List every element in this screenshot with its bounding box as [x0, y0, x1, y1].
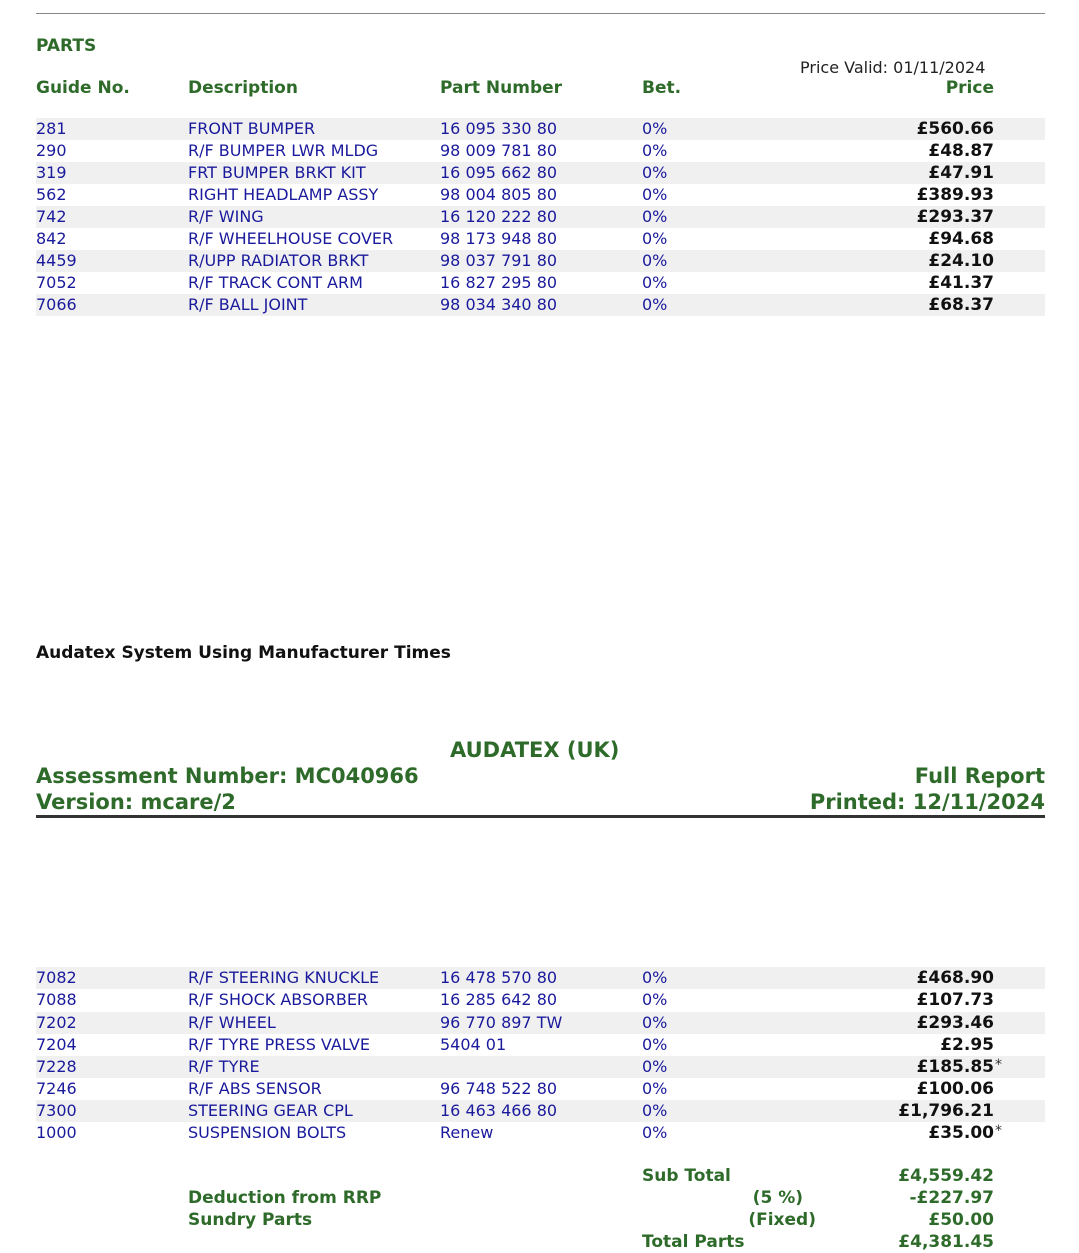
price-asterisk: *: [995, 1123, 1002, 1139]
footer-note: Audatex System Using Manufacturer Times: [36, 643, 451, 663]
part-description: R/F TYRE PRESS VALVE: [188, 1035, 371, 1054]
company-name: AUDATEX (UK): [450, 738, 620, 762]
betterment: 0%: [642, 968, 668, 987]
part-price: £68.37: [928, 295, 994, 315]
part-description: R/F WING: [188, 207, 264, 226]
betterment: 0%: [642, 273, 668, 292]
part-price: £100.06: [916, 1079, 994, 1099]
part-description: R/F SHOCK ABSORBER: [188, 990, 369, 1009]
part-number: 16 478 570 80: [440, 968, 558, 987]
column-header-bet: Bet.: [642, 78, 682, 98]
betterment: 0%: [642, 1013, 668, 1032]
part-price: £41.37: [928, 273, 994, 293]
table-row: [36, 989, 1045, 1011]
table-row: [36, 1100, 1045, 1122]
sundry-parts-qualifier: (Fixed): [748, 1210, 816, 1230]
guide-number: 7204: [36, 1035, 77, 1054]
price-valid-date: Price Valid: 01/11/2024: [800, 58, 986, 77]
guide-number: 7202: [36, 1013, 77, 1032]
part-number: 98 173 948 80: [440, 229, 558, 248]
betterment: 0%: [642, 1101, 668, 1120]
betterment: 0%: [642, 185, 668, 204]
part-number: 98 004 805 80: [440, 185, 558, 204]
table-row: [36, 162, 1045, 184]
part-number: 5404 01: [440, 1035, 507, 1054]
betterment: 0%: [642, 295, 668, 314]
part-description: R/F BUMPER LWR MLDG: [188, 141, 379, 160]
guide-number: 742: [36, 207, 67, 226]
part-number: 98 037 791 80: [440, 251, 558, 270]
report-type: Full Report: [914, 764, 1045, 788]
deduction-label: Deduction from RRP: [188, 1188, 382, 1208]
version: Version: mcare/2: [36, 790, 236, 814]
part-price: £94.68: [928, 229, 994, 249]
column-header-description: Description: [188, 78, 298, 98]
part-price: £24.10: [928, 251, 994, 271]
part-price: £2.95: [940, 1035, 994, 1055]
table-row: [36, 228, 1045, 250]
table-row: [36, 967, 1045, 989]
table-row: [36, 140, 1045, 162]
part-price: £1,796.21: [898, 1101, 994, 1121]
part-number: 16 095 330 80: [440, 119, 558, 138]
part-description: SUSPENSION BOLTS: [188, 1123, 347, 1142]
betterment: 0%: [642, 251, 668, 270]
table-row: [36, 1122, 1045, 1144]
part-description: R/F BALL JOINT: [188, 295, 308, 314]
betterment: 0%: [642, 1079, 668, 1098]
table-row: [36, 1078, 1045, 1100]
part-number: 16 120 222 80: [440, 207, 558, 226]
table-row: [36, 294, 1045, 316]
part-number: Renew: [440, 1123, 494, 1142]
table-row: [36, 118, 1045, 140]
part-price: £185.85: [916, 1057, 994, 1077]
guide-number: 7088: [36, 990, 77, 1009]
part-description: RIGHT HEADLAMP ASSY: [188, 185, 379, 204]
part-number: 16 463 466 80: [440, 1101, 558, 1120]
table-row: [36, 1012, 1045, 1034]
guide-number: 7052: [36, 273, 77, 292]
part-price: £560.66: [916, 119, 994, 139]
part-price: £48.87: [928, 141, 994, 161]
part-description: R/UPP RADIATOR BRKT: [188, 251, 369, 270]
header-divider: [36, 815, 1045, 818]
column-header-guide: Guide No.: [36, 78, 130, 98]
betterment: 0%: [642, 141, 668, 160]
table-row: [36, 250, 1045, 272]
betterment: 0%: [642, 990, 668, 1009]
part-number: 98 009 781 80: [440, 141, 558, 160]
total-parts-label: Total Parts: [642, 1232, 745, 1252]
part-price: £107.73: [916, 990, 994, 1010]
guide-number: 562: [36, 185, 67, 204]
guide-number: 281: [36, 119, 67, 138]
column-header-part-number: Part Number: [440, 78, 563, 98]
printed-date: Printed: 12/11/2024: [809, 790, 1045, 814]
part-number: 96 748 522 80: [440, 1079, 558, 1098]
part-description: FRT BUMPER BRKT KIT: [188, 163, 366, 182]
part-price: £293.37: [916, 207, 994, 227]
part-description: R/F TYRE: [188, 1057, 260, 1076]
part-number: 16 285 642 80: [440, 990, 558, 1009]
part-number: 96 770 897 TW: [440, 1013, 563, 1032]
deduction-qualifier: (5 %): [752, 1188, 803, 1208]
sundry-parts-value: £50.00: [928, 1210, 994, 1230]
column-header-price: Price: [945, 78, 994, 98]
table-row: [36, 1056, 1045, 1078]
betterment: 0%: [642, 229, 668, 248]
table-row: [36, 1034, 1045, 1056]
guide-number: 7246: [36, 1079, 77, 1098]
betterment: 0%: [642, 1123, 668, 1142]
betterment: 0%: [642, 119, 668, 138]
sub-total-value: £4,559.42: [898, 1166, 994, 1186]
guide-number: 7300: [36, 1101, 77, 1120]
part-description: R/F WHEEL: [188, 1013, 276, 1032]
assessment-number: Assessment Number: MC040966: [36, 764, 419, 788]
betterment: 0%: [642, 163, 668, 182]
betterment: 0%: [642, 1057, 668, 1076]
top-divider: [36, 13, 1045, 14]
guide-number: 7228: [36, 1057, 77, 1076]
total-parts-value: £4,381.45: [898, 1232, 994, 1252]
sundry-parts-label: Sundry Parts: [188, 1210, 313, 1230]
part-description: STEERING GEAR CPL: [188, 1101, 353, 1120]
part-number: 16 095 662 80: [440, 163, 558, 182]
betterment: 0%: [642, 207, 668, 226]
deduction-value: -£227.97: [909, 1188, 994, 1208]
part-description: R/F TRACK CONT ARM: [188, 273, 363, 292]
part-number: 98 034 340 80: [440, 295, 558, 314]
betterment: 0%: [642, 1035, 668, 1054]
guide-number: 842: [36, 229, 67, 248]
part-price: £389.93: [916, 185, 994, 205]
table-row: [36, 272, 1045, 294]
guide-number: 1000: [36, 1123, 77, 1142]
guide-number: 319: [36, 163, 67, 182]
guide-number: 4459: [36, 251, 77, 270]
part-price: £293.46: [916, 1013, 994, 1033]
sub-total-label: Sub Total: [642, 1166, 731, 1186]
price-asterisk: *: [995, 1057, 1002, 1073]
part-description: R/F WHEELHOUSE COVER: [188, 229, 394, 248]
part-price: £47.91: [928, 163, 994, 183]
part-number: 16 827 295 80: [440, 273, 558, 292]
part-description: FRONT BUMPER: [188, 119, 316, 138]
guide-number: 290: [36, 141, 67, 160]
part-price: £468.90: [916, 968, 994, 988]
part-description: R/F STEERING KNUCKLE: [188, 968, 380, 987]
part-description: R/F ABS SENSOR: [188, 1079, 322, 1098]
guide-number: 7066: [36, 295, 77, 314]
part-price: £35.00: [928, 1123, 994, 1143]
parts-section-title: PARTS: [36, 36, 97, 56]
table-row: [36, 206, 1045, 228]
table-row: [36, 184, 1045, 206]
guide-number: 7082: [36, 968, 77, 987]
